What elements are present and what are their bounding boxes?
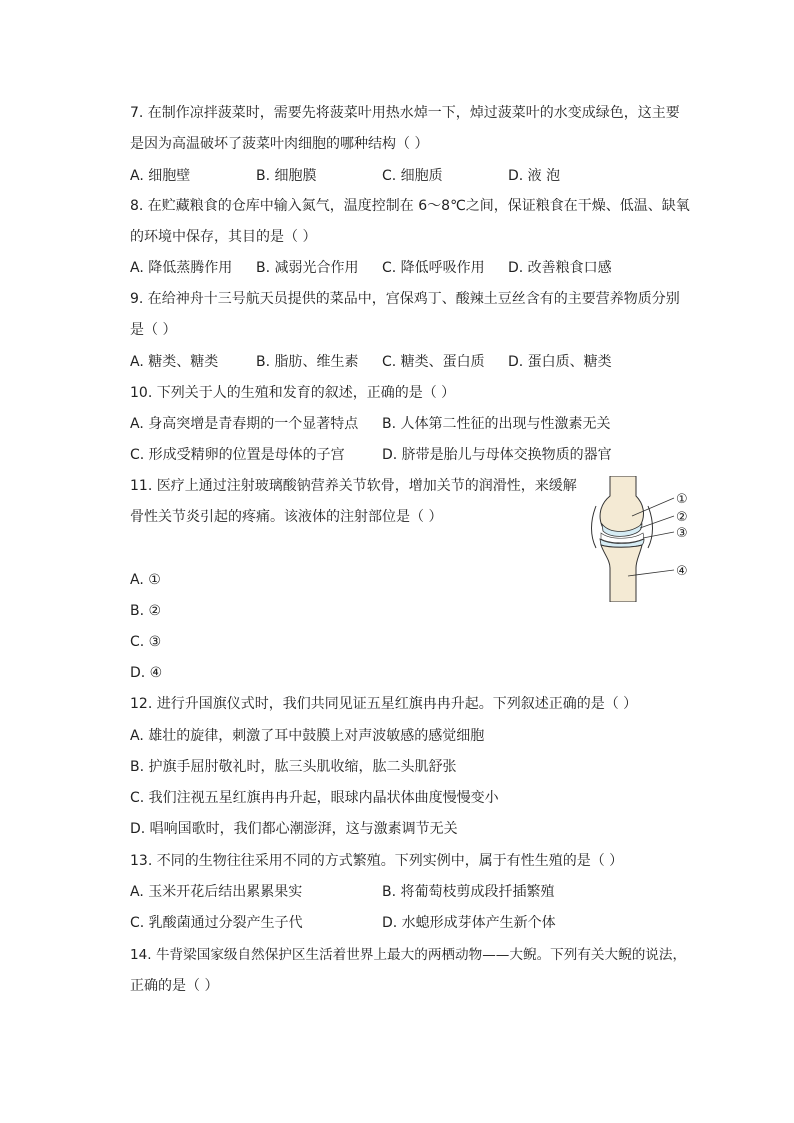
q9-stem-line1: 9. 在给神舟十三号航天员提供的菜品中，宫保鸡丁、酸辣土豆丝含有的主要营养物质分别 [130,291,680,307]
q14-stem-line2: 正确的是（ ） [130,978,219,994]
label-4: ④ [676,564,688,579]
q13-option-d[interactable]: D. 水螅形成芽体产生新个体 [382,915,556,931]
label-3: ③ [676,526,688,541]
q10-option-c[interactable]: C. 形成受精卵的位置是母体的子宫 [130,447,345,463]
q13-stem: 13. 不同的生物往往采用不同的方式繁殖。下列实例中，属于有性生殖的是（ ） [130,853,624,869]
q9-option-c[interactable]: C. 糖类、蛋白质 [382,354,485,370]
q11-stem-line2: 骨性关节炎引起的疼痛。该液体的注射部位是（ ） [130,509,443,525]
q10-option-a[interactable]: A. 身高突增是青春期的一个显著特点 [130,416,359,432]
joint-diagram [588,476,728,602]
q11-option-b[interactable]: B. ② [130,603,162,619]
label-2: ② [676,510,688,525]
q11-option-d[interactable]: D. ④ [130,665,163,681]
q8-stem-line2: 的环境中保存，其目的是（ ） [130,229,317,245]
q9-option-b[interactable]: B. 脂肪、维生素 [256,354,359,370]
q7-stem-line1: 7. 在制作凉拌菠菜时，需要先将菠菜叶用热水焯一下，焯过菠菜叶的水变成绿色，这主要 [130,105,680,121]
lower-bone [601,545,642,602]
upper-bone [600,476,643,532]
q11-option-c[interactable]: C. ③ [130,634,162,650]
q12-option-b[interactable]: B. 护旗手屈肘敬礼时，肱三头肌收缩，肱二头肌舒张 [130,759,457,775]
q12-option-d[interactable]: D. 唱响国歌时，我们都心潮澎湃，这与激素调节无关 [130,821,458,837]
q10-option-b[interactable]: B. 人体第二性征的出现与性激素无关 [382,416,611,432]
q8-stem-line1: 8. 在贮藏粮食的仓库中输入氮气，温度控制在 6～8℃之间，保证粮食在干燥、低温、缺氧 [130,198,690,214]
q7-option-c[interactable]: C. 细胞质 [382,168,443,184]
q10-stem: 10. 下列关于人的生殖和发育的叙述，正确的是（ ） [130,385,456,401]
q11-option-a[interactable]: A. ① [130,572,161,588]
q8-option-b[interactable]: B. 减弱光合作用 [256,260,359,276]
q7-stem-line2: 是因为高温破坏了菠菜叶肉细胞的哪种结构（ ） [130,136,429,152]
q12-stem: 12. 进行升国旗仪式时，我们共同见证五星红旗冉冉升起。下列叙述正确的是（ ） [130,696,638,712]
q9-option-d[interactable]: D. 蛋白质、糖类 [508,354,612,370]
q7-option-d[interactable]: D. 液 泡 [508,168,561,184]
q9-stem-line2: 是（ ） [130,322,177,338]
q8-option-a[interactable]: A. 降低蒸腾作用 [130,260,233,276]
q12-option-c[interactable]: C. 我们注视五星红旗冉冉升起，眼球内晶状体曲度慢慢变小 [130,790,499,806]
q14-stem-line1: 14. 牛背梁国家级自然保护区生活着世界上最大的两栖动物——大鲵。下列有关大鲵的说法， [130,947,687,963]
q12-option-a[interactable]: A. 雄壮的旋律，刺激了耳中鼓膜上对声波敏感的感觉细胞 [130,728,485,744]
q10-option-d[interactable]: D. 脐带是胎儿与母体交换物质的器官 [382,447,612,463]
q7-option-b[interactable]: B. 细胞膜 [256,168,317,184]
label-1: ① [676,492,688,507]
q8-option-c[interactable]: C. 降低呼吸作用 [382,260,485,276]
q7-option-a[interactable]: A. 细胞壁 [130,168,191,184]
q9-option-a[interactable]: A. 糖类、糖类 [130,354,219,370]
q13-option-a[interactable]: A. 玉米开花后结出累累果实 [130,884,303,900]
q11-stem-line1: 11. 医疗上通过注射玻璃酸钠营养关节软骨，增加关节的润滑性，来缓解 [130,478,577,494]
q8-option-d[interactable]: D. 改善粮食口感 [508,260,612,276]
q13-option-b[interactable]: B. 将葡萄枝剪成段扦插繁殖 [382,884,555,900]
q13-option-c[interactable]: C. 乳酸菌通过分裂产生子代 [130,915,303,931]
